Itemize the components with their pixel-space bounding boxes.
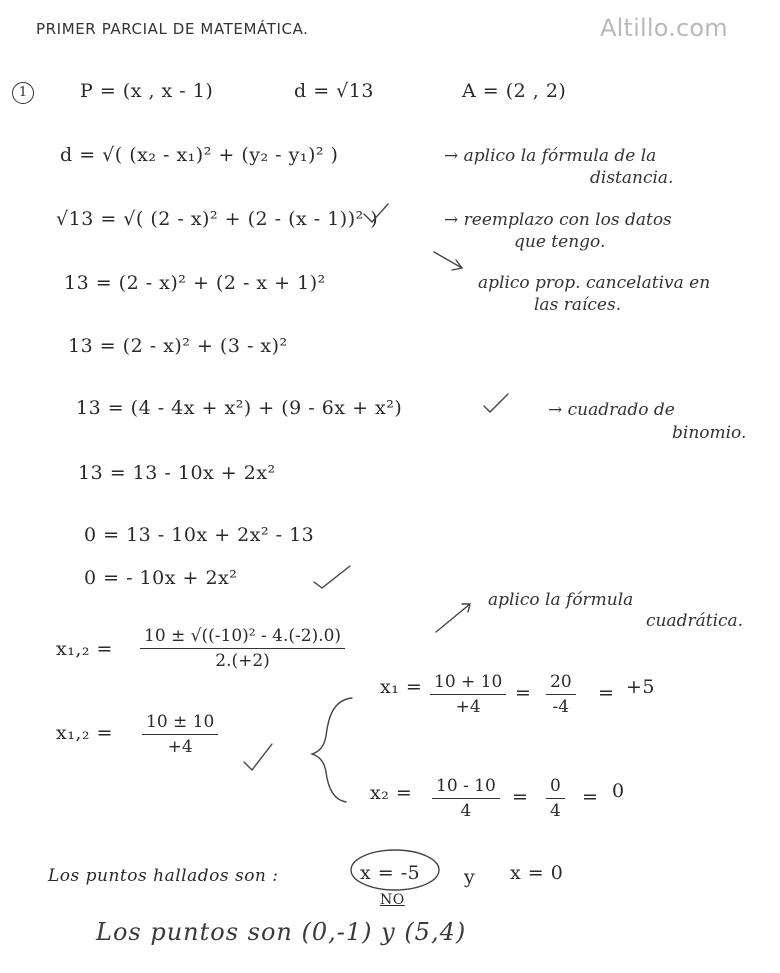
brace xyxy=(312,698,352,802)
root-x2-equals-1: = xyxy=(512,786,529,808)
quadratic-label-2: x₁,₂ = xyxy=(56,722,113,744)
note-binomial-1: → cuadrado de xyxy=(548,400,675,420)
rejected-mark: NO xyxy=(380,892,405,908)
step-replace: √13 = √( (2 - x)² + (2 - (x - 1))² ) xyxy=(56,208,379,230)
note-quadratic-1: aplico la fórmula xyxy=(488,590,634,610)
root-x2-denominator: 4 xyxy=(460,801,472,821)
page-title: PRIMER PARCIAL DE MATEMÁTICA. xyxy=(36,20,309,38)
root-x2-fraction-2 xyxy=(546,776,565,821)
step-binomial: 13 = (4 - 4x + x²) + (9 - 6x + x²) xyxy=(76,397,403,419)
conclusion-x1: x = -5 xyxy=(360,862,421,884)
checkmark-2 xyxy=(484,394,508,412)
note-cancel-2: las raíces. xyxy=(534,295,622,315)
checkmark-3 xyxy=(314,566,350,588)
note-replace-2: que tengo. xyxy=(514,232,606,252)
root-x2-numerator-2: 0 xyxy=(546,776,565,799)
root-x2-result: 0 xyxy=(612,780,625,802)
note-binomial-2: binomio. xyxy=(672,423,747,443)
checkmark-4 xyxy=(244,744,272,770)
step-distance-formula: d = √( (x₂ - x₁)² + (y₂ - y₁)² ) xyxy=(60,144,339,166)
arrow-cancel xyxy=(434,252,462,270)
arrow-quadratic xyxy=(436,604,470,632)
root-x1-equals-2: = xyxy=(598,682,615,704)
root-x2-denominator-2: 4 xyxy=(550,801,561,821)
exercise-number: 1 xyxy=(12,82,34,104)
note-distance-2: distancia. xyxy=(590,168,674,188)
given-point-p: P = (x , x - 1) xyxy=(80,80,214,102)
quadratic-label-1: x₁,₂ = xyxy=(56,638,113,660)
root-x2-numerator: 10 - 10 xyxy=(432,776,500,799)
note-quadratic-2: cuadrática. xyxy=(646,611,744,631)
step-collect: 13 = 13 - 10x + 2x² xyxy=(78,462,276,484)
note-distance-1: → aplico la fórmula de la xyxy=(444,146,657,166)
final-answer: Los puntos son (0,-1) y (5,4) xyxy=(96,918,467,946)
quadratic-numerator-1: 10 ± √((-10)² - 4.(-2).0) xyxy=(140,626,345,649)
given-distance: d = √13 xyxy=(294,80,374,102)
root-x2-fraction xyxy=(432,776,500,821)
step-cancel: 13 = (2 - x)² + (2 - x + 1)² xyxy=(64,272,326,294)
root-x1-denominator-2: -4 xyxy=(552,697,570,717)
conclusion-and: y xyxy=(464,866,476,888)
root-x1-fraction xyxy=(430,672,506,717)
root-x1-denominator: +4 xyxy=(455,697,481,717)
root-x1-fraction-2 xyxy=(546,672,576,717)
watermark: Altillo.com xyxy=(600,14,728,42)
quadratic-numerator-2: 10 ± 10 xyxy=(142,712,218,735)
step-zero: 0 = - 10x + 2x² xyxy=(84,567,238,589)
conclusion-x2: x = 0 xyxy=(510,862,564,884)
root-x1-equals-1: = xyxy=(515,682,532,704)
note-cancel-1: aplico prop. cancelativa en xyxy=(478,273,711,293)
quadratic-denominator-1: 2.(+2) xyxy=(215,651,270,671)
root-x2-label: x₂ = xyxy=(370,782,413,804)
root-x1-numerator-2: 20 xyxy=(546,672,576,695)
quadratic-fraction-2 xyxy=(142,712,218,757)
step-simplify: 13 = (2 - x)² + (3 - x)² xyxy=(68,335,288,357)
quadratic-fraction-1 xyxy=(140,626,345,671)
root-x1-result: +5 xyxy=(626,676,656,698)
root-x1-numerator: 10 + 10 xyxy=(430,672,506,695)
note-replace-1: → reemplazo con los datos xyxy=(444,210,672,230)
given-point-a: A = (2 , 2) xyxy=(462,80,567,102)
quadratic-denominator-2: +4 xyxy=(167,737,193,757)
root-x1-label: x₁ = xyxy=(380,676,423,698)
root-x2-equals-2: = xyxy=(582,786,599,808)
conclusion-text: Los puntos hallados son : xyxy=(48,866,279,886)
step-move: 0 = 13 - 10x + 2x² - 13 xyxy=(84,524,315,546)
